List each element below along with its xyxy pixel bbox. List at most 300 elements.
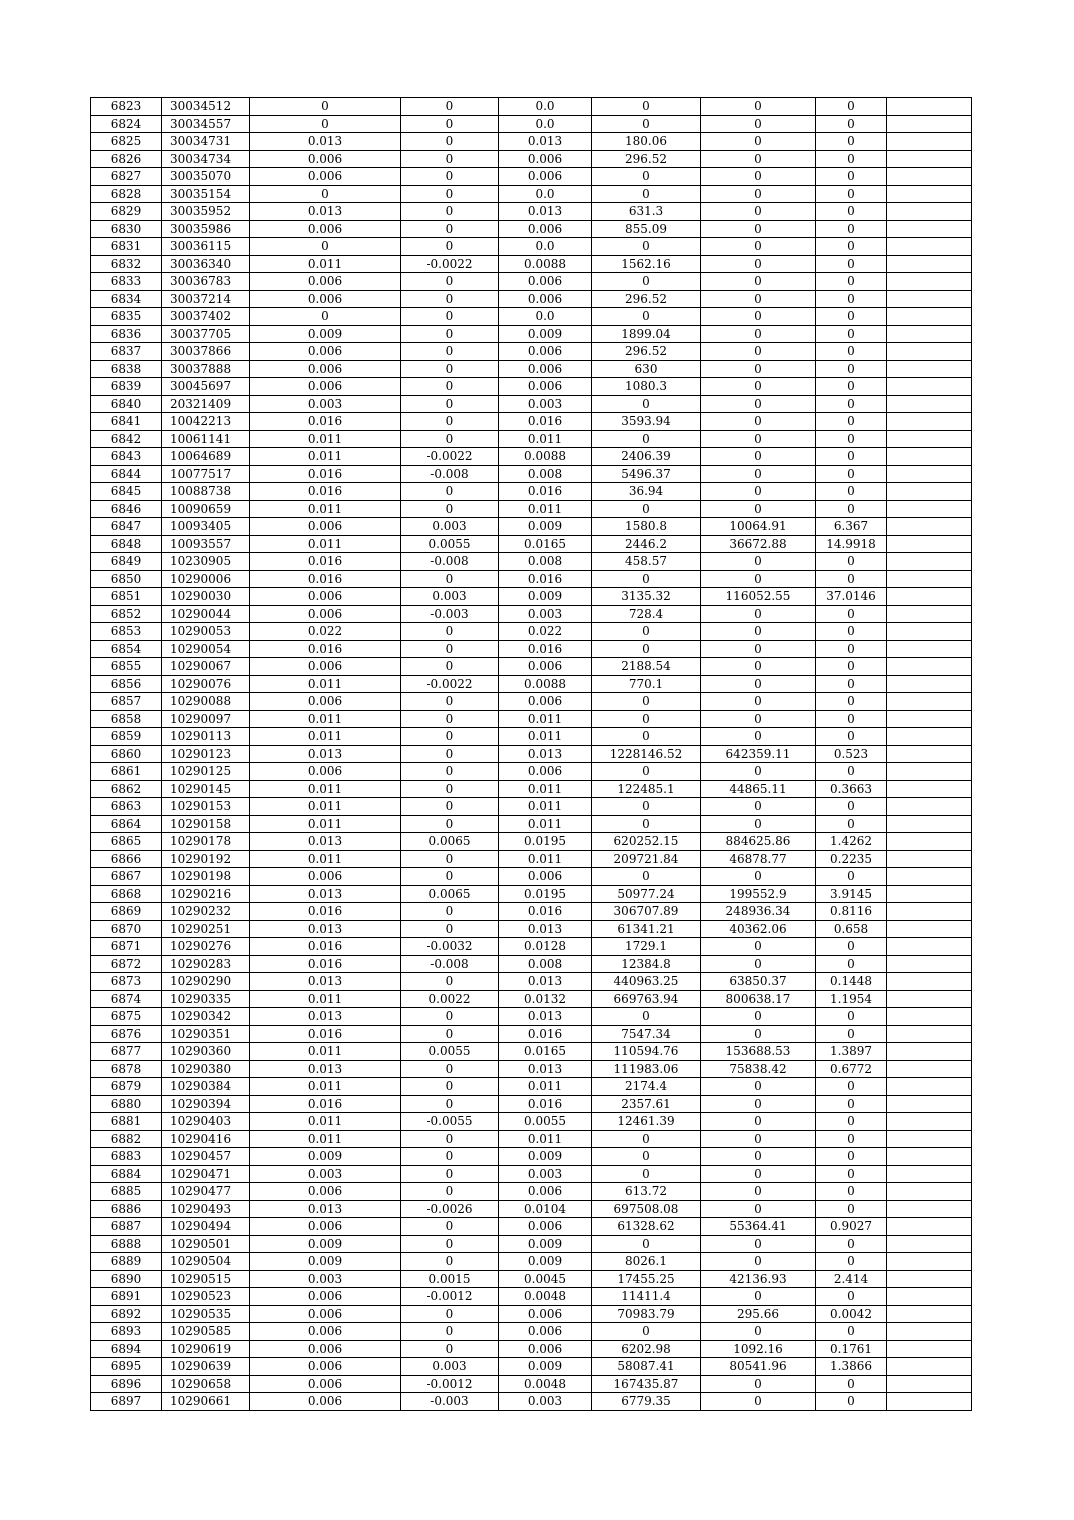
table-cell	[887, 780, 972, 798]
table-cell: 0	[250, 308, 401, 326]
table-row	[91, 710, 972, 728]
table-cell: 0	[816, 115, 887, 133]
table-cell: 0	[816, 360, 887, 378]
table-cell	[887, 1148, 972, 1166]
table-cell: 0.022	[250, 623, 401, 641]
table-cell: 296.52	[592, 150, 701, 168]
table-cell: 6870	[91, 920, 162, 938]
table-cell: 5496.37	[592, 465, 701, 483]
table-cell: 70983.79	[592, 1305, 701, 1323]
table-cell: 0.011	[499, 500, 592, 518]
table-cell	[887, 185, 972, 203]
table-cell: 10090659	[162, 500, 250, 518]
table-cell: 153688.53	[701, 1043, 816, 1061]
table-cell	[887, 990, 972, 1008]
table-cell: 6853	[91, 623, 162, 641]
table-cell: 10290158	[162, 815, 250, 833]
table-cell: 30034557	[162, 115, 250, 133]
table-cell: -0.0022	[401, 255, 499, 273]
table-cell: 1.3897	[816, 1043, 887, 1061]
table-cell: 0	[592, 728, 701, 746]
table-cell	[887, 973, 972, 991]
table-cell: 0	[592, 430, 701, 448]
table-cell: 0	[816, 1008, 887, 1026]
table-row	[91, 798, 972, 816]
table-cell: 0.011	[499, 728, 592, 746]
table-cell: 0	[701, 325, 816, 343]
table-cell: 0	[701, 378, 816, 396]
table-cell	[887, 133, 972, 151]
table-cell: 0	[401, 658, 499, 676]
table-cell: 0	[401, 1305, 499, 1323]
table-cell: 6831	[91, 238, 162, 256]
table-cell: 0.0195	[499, 833, 592, 851]
table-row	[91, 1375, 972, 1393]
table-cell: 10290403	[162, 1113, 250, 1131]
table-row	[91, 640, 972, 658]
table-cell: 0	[592, 710, 701, 728]
table-cell: 0.013	[250, 1008, 401, 1026]
table-row	[91, 518, 972, 536]
table-row	[91, 203, 972, 221]
table-cell: 0.006	[499, 360, 592, 378]
table-cell: 0	[701, 465, 816, 483]
table-cell: 0.006	[499, 343, 592, 361]
table-cell: 0.006	[250, 1393, 401, 1411]
table-cell: 0	[401, 780, 499, 798]
table-cell: 6825	[91, 133, 162, 151]
table-cell: 0	[401, 238, 499, 256]
table-cell: 6858	[91, 710, 162, 728]
table-cell: 11411.4	[592, 1288, 701, 1306]
table-cell: 6854	[91, 640, 162, 658]
table-cell: 0.011	[499, 1078, 592, 1096]
table-cell: 0	[701, 500, 816, 518]
table-cell: 6835	[91, 308, 162, 326]
table-cell: 0.011	[250, 780, 401, 798]
table-cell: 0.022	[499, 623, 592, 641]
table-cell: 0.011	[499, 780, 592, 798]
table-cell: 0	[701, 570, 816, 588]
table-cell: 0.013	[250, 745, 401, 763]
table-cell: 6838	[91, 360, 162, 378]
table-cell: 0	[701, 605, 816, 623]
table-cell: 2357.61	[592, 1095, 701, 1113]
table-cell: 6877	[91, 1043, 162, 1061]
table-cell: 0.013	[499, 133, 592, 151]
table-cell: 0	[592, 1323, 701, 1341]
table-cell: 0	[816, 308, 887, 326]
table-cell: 0.009	[250, 325, 401, 343]
table-cell: 1.4262	[816, 833, 887, 851]
table-cell	[887, 343, 972, 361]
table-cell	[887, 518, 972, 536]
table-cell: 3593.94	[592, 413, 701, 431]
table-cell: -0.0055	[401, 1113, 499, 1131]
table-cell: 295.66	[701, 1305, 816, 1323]
table-cell: 0.006	[250, 1375, 401, 1393]
table-cell: 0	[701, 658, 816, 676]
table-row	[91, 1218, 972, 1236]
table-cell: 0	[401, 290, 499, 308]
table-cell: 0.006	[250, 150, 401, 168]
table-cell: 10290639	[162, 1358, 250, 1376]
table-cell: 0.011	[250, 255, 401, 273]
table-cell: 0	[701, 220, 816, 238]
table-cell: 0	[701, 1148, 816, 1166]
table-cell: 6893	[91, 1323, 162, 1341]
table-cell: 0.003	[401, 588, 499, 606]
table-cell: 2406.39	[592, 448, 701, 466]
table-cell: 30045697	[162, 378, 250, 396]
table-cell: 6896	[91, 1375, 162, 1393]
table-cell: 0	[250, 238, 401, 256]
table-cell: 6895	[91, 1358, 162, 1376]
table-row	[91, 605, 972, 623]
table-cell: 0	[701, 1393, 816, 1411]
table-cell: 0.011	[499, 798, 592, 816]
table-cell: 0.006	[250, 220, 401, 238]
table-cell: 6866	[91, 850, 162, 868]
table-cell: 0	[816, 763, 887, 781]
table-cell: 0.011	[250, 850, 401, 868]
table-cell: 0	[701, 1025, 816, 1043]
table-cell: 0	[401, 1218, 499, 1236]
table-cell: 0.006	[250, 360, 401, 378]
table-cell: 0	[701, 168, 816, 186]
table-cell: 296.52	[592, 343, 701, 361]
table-cell: 631.3	[592, 203, 701, 221]
table-cell: 0	[701, 1288, 816, 1306]
table-cell: 10290342	[162, 1008, 250, 1026]
table-cell: 0	[401, 1183, 499, 1201]
table-cell: 42136.93	[701, 1270, 816, 1288]
table-cell: 0	[592, 868, 701, 886]
table-cell: 10290076	[162, 675, 250, 693]
table-cell: 6824	[91, 115, 162, 133]
table-cell: 0.016	[499, 570, 592, 588]
table-cell: 0	[816, 938, 887, 956]
table-cell: 6890	[91, 1270, 162, 1288]
table-cell: -0.0026	[401, 1200, 499, 1218]
table-cell: -0.0012	[401, 1288, 499, 1306]
table-cell: 0.0	[499, 238, 592, 256]
table-cell: 0	[250, 185, 401, 203]
table-cell: 0.011	[250, 1130, 401, 1148]
table-cell: 0.003	[250, 395, 401, 413]
table-cell: 12461.39	[592, 1113, 701, 1131]
table-cell: 0.009	[499, 1235, 592, 1253]
table-cell: 50977.24	[592, 885, 701, 903]
table-cell: 10290658	[162, 1375, 250, 1393]
table-cell: 10290585	[162, 1323, 250, 1341]
table-cell: 2174.4	[592, 1078, 701, 1096]
table-cell: 6857	[91, 693, 162, 711]
table-cell: 0	[401, 395, 499, 413]
table-cell: 0.011	[499, 430, 592, 448]
table-cell: 10290493	[162, 1200, 250, 1218]
table-cell	[887, 588, 972, 606]
table-row	[91, 1270, 972, 1288]
table-cell: 6879	[91, 1078, 162, 1096]
table-cell: 0.0048	[499, 1288, 592, 1306]
table-cell: 44865.11	[701, 780, 816, 798]
table-cell: 0.003	[401, 1358, 499, 1376]
table-row	[91, 1165, 972, 1183]
table-cell: 0	[701, 273, 816, 291]
table-cell: 0.013	[499, 1008, 592, 1026]
table-cell: 0	[816, 238, 887, 256]
table-cell: 10290145	[162, 780, 250, 798]
table-cell: 0.016	[499, 1095, 592, 1113]
table-cell: 0.0045	[499, 1270, 592, 1288]
table-cell: 0	[701, 98, 816, 116]
table-cell: 0.016	[499, 903, 592, 921]
table-cell	[887, 1288, 972, 1306]
table-cell: 6852	[91, 605, 162, 623]
table-cell: 10290380	[162, 1060, 250, 1078]
table-cell: 770.1	[592, 675, 701, 693]
table-cell: 855.09	[592, 220, 701, 238]
table-cell: 0	[401, 115, 499, 133]
table-cell: 6876	[91, 1025, 162, 1043]
table-cell: 0	[401, 133, 499, 151]
table-row	[91, 745, 972, 763]
table-cell: 10290053	[162, 623, 250, 641]
table-cell: 1899.04	[592, 325, 701, 343]
table-cell: 10042213	[162, 413, 250, 431]
table-row	[91, 570, 972, 588]
table-cell	[887, 1060, 972, 1078]
table-row	[91, 1113, 972, 1131]
table-row	[91, 1288, 972, 1306]
table-cell: 10290535	[162, 1305, 250, 1323]
table-cell: 0	[401, 203, 499, 221]
table-cell: 30037705	[162, 325, 250, 343]
table-cell: 0	[816, 553, 887, 571]
table-cell: 0.009	[250, 1148, 401, 1166]
table-cell: 0.013	[250, 833, 401, 851]
table-cell: 0	[701, 553, 816, 571]
table-cell: 0	[701, 1200, 816, 1218]
table-cell: 0	[816, 255, 887, 273]
table-cell: 6845	[91, 483, 162, 501]
table-row	[91, 413, 972, 431]
table-cell: 0.0088	[499, 675, 592, 693]
table-cell: 0	[401, 903, 499, 921]
table-cell	[887, 1393, 972, 1411]
table-cell	[887, 885, 972, 903]
table-cell: 0.011	[250, 430, 401, 448]
table-cell: 0.9027	[816, 1218, 887, 1236]
table-cell: 167435.87	[592, 1375, 701, 1393]
table-cell: 0.009	[250, 1235, 401, 1253]
table-cell: 0.006	[499, 1218, 592, 1236]
table-cell: 0	[816, 185, 887, 203]
table-row	[91, 465, 972, 483]
table-cell: 306707.89	[592, 903, 701, 921]
table-cell: 0.0055	[499, 1113, 592, 1131]
table-cell: 0.006	[250, 588, 401, 606]
table-row	[91, 780, 972, 798]
table-cell: 58087.41	[592, 1358, 701, 1376]
table-cell: 6855	[91, 658, 162, 676]
table-cell: 0.016	[250, 955, 401, 973]
table-cell: 0	[816, 1165, 887, 1183]
table-cell	[887, 1078, 972, 1096]
table-row	[91, 1043, 972, 1061]
table-cell: -0.0022	[401, 448, 499, 466]
table-cell: 0.011	[499, 815, 592, 833]
table-cell: 6864	[91, 815, 162, 833]
table-row	[91, 1095, 972, 1113]
table-cell: 0.3663	[816, 780, 887, 798]
table-cell: 0.006	[250, 658, 401, 676]
table-cell: 0	[701, 1375, 816, 1393]
table-cell: 10290276	[162, 938, 250, 956]
table-cell: 0	[701, 1253, 816, 1271]
table-cell: 0.006	[499, 168, 592, 186]
table-cell: 0	[816, 605, 887, 623]
table-cell: 6779.35	[592, 1393, 701, 1411]
table-cell: 10290416	[162, 1130, 250, 1148]
table-cell	[887, 325, 972, 343]
table-cell: 0	[401, 920, 499, 938]
table-cell	[887, 308, 972, 326]
table-cell: 0.016	[250, 903, 401, 921]
table-cell: 61341.21	[592, 920, 701, 938]
table-cell: 0	[816, 500, 887, 518]
table-cell: 0.006	[250, 273, 401, 291]
table-cell: 0	[401, 693, 499, 711]
table-cell: 0	[401, 98, 499, 116]
table-cell: 0.006	[499, 220, 592, 238]
table-cell: 0	[592, 815, 701, 833]
table-cell: 0.003	[401, 518, 499, 536]
table-cell: 0.006	[499, 1340, 592, 1358]
table-cell: 0.009	[499, 1148, 592, 1166]
table-cell: 6856	[91, 675, 162, 693]
table-cell: 0	[401, 273, 499, 291]
table-cell: 0	[401, 220, 499, 238]
table-cell: 0.1448	[816, 973, 887, 991]
table-cell: 0	[401, 850, 499, 868]
table-cell	[887, 395, 972, 413]
table-cell: 10061141	[162, 430, 250, 448]
table-row	[91, 955, 972, 973]
table-cell: 6884	[91, 1165, 162, 1183]
table-cell: 10290006	[162, 570, 250, 588]
table-cell: 0.006	[250, 1218, 401, 1236]
table-cell: 0	[401, 1148, 499, 1166]
table-cell: 6842	[91, 430, 162, 448]
table-cell: 0	[401, 1340, 499, 1358]
table-row	[91, 185, 972, 203]
table-cell: 6829	[91, 203, 162, 221]
table-cell: 2.414	[816, 1270, 887, 1288]
table-cell: 0.003	[499, 1165, 592, 1183]
table-cell: 0	[816, 1253, 887, 1271]
table-cell: 0	[701, 430, 816, 448]
table-cell: 0	[401, 360, 499, 378]
table-cell: 0.011	[250, 1043, 401, 1061]
table-cell: 6868	[91, 885, 162, 903]
table-cell: 209721.84	[592, 850, 701, 868]
table-cell: 0.016	[250, 413, 401, 431]
table-cell: 6886	[91, 1200, 162, 1218]
table-row	[91, 885, 972, 903]
table-cell: 458.57	[592, 553, 701, 571]
table-cell: 0	[592, 1235, 701, 1253]
table-cell: 10093405	[162, 518, 250, 536]
table-cell	[887, 920, 972, 938]
table-cell: 0.013	[250, 1200, 401, 1218]
table-cell: 30035070	[162, 168, 250, 186]
table-cell: 0	[816, 623, 887, 641]
table-cell: 6867	[91, 868, 162, 886]
table-cell: 0	[401, 1008, 499, 1026]
table-cell: 0	[401, 325, 499, 343]
table-cell: 0.0165	[499, 1043, 592, 1061]
table-cell	[887, 570, 972, 588]
table-cell: 10290477	[162, 1183, 250, 1201]
table-cell: 0	[816, 325, 887, 343]
table-cell: 6859	[91, 728, 162, 746]
table-cell: 0	[816, 640, 887, 658]
table-cell: 0.016	[499, 483, 592, 501]
table-cell: 0	[816, 1095, 887, 1113]
table-cell: 0.011	[250, 728, 401, 746]
table-cell: 30036783	[162, 273, 250, 291]
table-row	[91, 343, 972, 361]
table-cell	[887, 290, 972, 308]
table-cell	[887, 483, 972, 501]
table-cell	[887, 1183, 972, 1201]
table-cell: 0	[401, 973, 499, 991]
table-cell: 6861	[91, 763, 162, 781]
table-cell: 0.006	[499, 290, 592, 308]
table-row	[91, 378, 972, 396]
table-cell: 6202.98	[592, 1340, 701, 1358]
table-cell: 0.013	[499, 203, 592, 221]
table-cell: 6834	[91, 290, 162, 308]
table-cell: 0.0	[499, 115, 592, 133]
table-cell: 6889	[91, 1253, 162, 1271]
table-cell: 620252.15	[592, 833, 701, 851]
table-cell: 1092.16	[701, 1340, 816, 1358]
table-cell: 46878.77	[701, 850, 816, 868]
table-cell: 6837	[91, 343, 162, 361]
table-cell: 0	[592, 185, 701, 203]
table-cell: 0	[701, 868, 816, 886]
table-cell: 0	[592, 763, 701, 781]
table-cell: 10290030	[162, 588, 250, 606]
table-cell: 6830	[91, 220, 162, 238]
table-cell: 6874	[91, 990, 162, 1008]
table-cell	[887, 868, 972, 886]
table-cell: 10290067	[162, 658, 250, 676]
table-cell: 10290335	[162, 990, 250, 1008]
table-cell: 6865	[91, 833, 162, 851]
table-cell: 0	[816, 220, 887, 238]
table-cell: 10290097	[162, 710, 250, 728]
table-cell: 0	[701, 483, 816, 501]
table-cell: 0	[592, 1148, 701, 1166]
table-cell: 0	[816, 413, 887, 431]
table-cell: 6891	[91, 1288, 162, 1306]
table-cell: 10290178	[162, 833, 250, 851]
table-cell: 0	[701, 798, 816, 816]
